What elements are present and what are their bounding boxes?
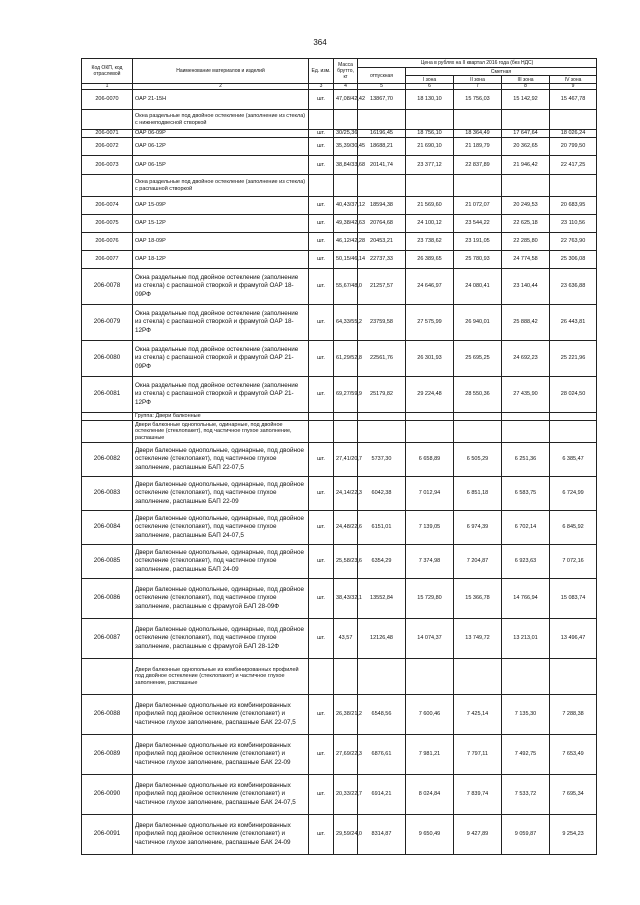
column-number: 6 — [406, 84, 454, 90]
table-row — [82, 775, 597, 815]
item-code: 206-0085 — [82, 545, 133, 579]
price-release: 21257,57 — [358, 269, 406, 305]
item-mass: 38,43/32,1 — [334, 579, 358, 619]
item-code: 206-0071 — [82, 130, 133, 138]
item-code: 206-0074 — [82, 197, 133, 215]
price-zone-2: 13 749,72 — [454, 619, 502, 659]
item-unit — [309, 659, 334, 695]
price-zone-1: 7 139,05 — [406, 511, 454, 545]
price-zone-2: 7 797,11 — [454, 735, 502, 775]
price-zone-3: 14 766,94 — [502, 579, 550, 619]
price-zone-2: 7 425,14 — [454, 695, 502, 735]
price-zone-1: 6 658,89 — [406, 443, 454, 477]
item-unit: шт. — [309, 377, 334, 413]
price-zone-1 — [406, 175, 454, 197]
price-zone-4 — [550, 659, 597, 695]
group-header-row — [82, 421, 597, 443]
item-unit: шт. — [309, 138, 334, 156]
item-unit: шт. — [309, 815, 334, 855]
price-zone-2: 7 204,87 — [454, 545, 502, 579]
price-zone-3: 21 946,42 — [502, 156, 550, 175]
column-number: 7 — [454, 84, 502, 90]
item-unit: шт. — [309, 197, 334, 215]
price-release: 6151,01 — [358, 511, 406, 545]
item-name: ОАР 06-12Р — [133, 138, 309, 156]
price-release: 13867,70 — [358, 90, 406, 110]
header-zone-4: IV зона — [550, 76, 597, 84]
item-name: Двери балконные однопольные, одинарные, под двойное остекление (стеклопакет), под частичное глухое заполнение, распашные с фрамугой БАП 28-12Ф — [133, 619, 309, 659]
price-zone-3: 27 435,90 — [502, 377, 550, 413]
price-release — [358, 110, 406, 130]
item-name: Окна раздельные под двойное остекление (заполнение из стекла) с распашной створкой и фрамугой ОАР 21-12РФ — [133, 377, 309, 413]
price-zone-2: 21 072,07 — [454, 197, 502, 215]
item-unit: шт. — [309, 695, 334, 735]
item-unit — [309, 421, 334, 443]
item-mass: 24,48/22,6 — [334, 511, 358, 545]
header-zone-2: II зона — [454, 76, 502, 84]
item-code: 206-0083 — [82, 477, 133, 511]
item-code: 206-0081 — [82, 377, 133, 413]
price-zone-1: 14 074,37 — [406, 619, 454, 659]
price-zone-3: 6 923,63 — [502, 545, 550, 579]
price-zone-4: 6 385,47 — [550, 443, 597, 477]
item-mass: 26,38/21,2 — [334, 695, 358, 735]
group-header-row — [82, 175, 597, 197]
item-unit — [309, 110, 334, 130]
item-unit: шт. — [309, 619, 334, 659]
table-header — [82, 59, 597, 84]
price-zone-3: 9 059,87 — [502, 815, 550, 855]
price-zone-1: 23 377,12 — [406, 156, 454, 175]
price-zone-1: 15 729,80 — [406, 579, 454, 619]
item-unit: шт. — [309, 269, 334, 305]
column-number: 5 — [358, 84, 406, 90]
price-zone-2 — [454, 421, 502, 443]
price-zone-3: 7 533,72 — [502, 775, 550, 815]
price-zone-4: 7 653,49 — [550, 735, 597, 775]
price-release: 6042,38 — [358, 477, 406, 511]
item-code: 206-0078 — [82, 269, 133, 305]
price-zone-1: 23 738,62 — [406, 233, 454, 251]
table-row — [82, 579, 597, 619]
item-mass: 61,29/52,8 — [334, 341, 358, 377]
item-name: ОАР 15-09Р — [133, 197, 309, 215]
item-mass: 25,58/23,6 — [334, 545, 358, 579]
item-code — [82, 659, 133, 695]
table-row — [82, 341, 597, 377]
price-zone-2: 22 837,89 — [454, 156, 502, 175]
item-unit: шт. — [309, 545, 334, 579]
item-name: Окна раздельные под двойное остекление (заполнение из стекла) с распашной створкой и фрамугой ОАР 18-12РФ — [133, 305, 309, 341]
price-zone-3: 22 625,18 — [502, 215, 550, 233]
item-mass — [334, 659, 358, 695]
item-name: Двери балконные однопольные, одинарные, под двойное остекление (стеклопакет), под частичное глухое заполнение, распашные с фрамугой БАП 28-09Ф — [133, 579, 309, 619]
price-zone-4: 22 763,90 — [550, 233, 597, 251]
table-body — [82, 84, 597, 855]
item-code: 206-0082 — [82, 443, 133, 477]
item-unit: шт. — [309, 735, 334, 775]
price-zone-2: 23 544,22 — [454, 215, 502, 233]
item-code: 206-0080 — [82, 341, 133, 377]
price-zone-3: 24 692,23 — [502, 341, 550, 377]
price-zone-4: 20 683,95 — [550, 197, 597, 215]
item-mass: 69,27/59,9 — [334, 377, 358, 413]
item-name: Двери балконные однопольные из комбинированных профилей под двойное остекление (стеклопакет) и частичное глухое заполнение, распашные БАК 24-09 — [133, 815, 309, 855]
item-mass: 64,33/55,2 — [334, 305, 358, 341]
table-row — [82, 305, 597, 341]
price-zone-3: 20 362,65 — [502, 138, 550, 156]
item-code: 206-0070 — [82, 90, 133, 110]
price-zone-2 — [454, 659, 502, 695]
item-mass: 29,59/24,0 — [334, 815, 358, 855]
price-release: 22737,33 — [358, 251, 406, 269]
item-name: Окна раздельные под двойное остекление (заполнение из стекла) с распашной створкой и фрамугой ОАР 18-09РФ — [133, 269, 309, 305]
item-code: 206-0087 — [82, 619, 133, 659]
price-zone-4: 28 024,50 — [550, 377, 597, 413]
price-release: 25179,82 — [358, 377, 406, 413]
group-header-row — [82, 659, 597, 695]
price-release — [358, 421, 406, 443]
column-number: 4 — [334, 84, 358, 90]
price-zone-1: 24 646,97 — [406, 269, 454, 305]
item-name: Двери балконные однопольные, одинарные, под двойное остекление (стеклопакет), под частичное глухое заполнение, распашные БАП 22-09 — [133, 477, 309, 511]
price-zone-2 — [454, 413, 502, 421]
price-zone-3: 13 213,01 — [502, 619, 550, 659]
item-unit: шт. — [309, 305, 334, 341]
item-mass: 30/25,36 — [334, 130, 358, 138]
price-zone-3 — [502, 175, 550, 197]
price-zone-4: 20 799,50 — [550, 138, 597, 156]
column-number: 3 — [309, 84, 334, 90]
item-unit — [309, 175, 334, 197]
item-mass: 40,43/37,12 — [334, 197, 358, 215]
price-zone-3: 15 142,92 — [502, 90, 550, 110]
price-zone-3: 7 135,30 — [502, 695, 550, 735]
price-release: 22561,76 — [358, 341, 406, 377]
price-release: 18594,38 — [358, 197, 406, 215]
price-zone-3 — [502, 421, 550, 443]
price-zone-2 — [454, 110, 502, 130]
item-mass — [334, 175, 358, 197]
column-number: 8 — [502, 84, 550, 90]
price-zone-2: 23 191,05 — [454, 233, 502, 251]
price-zone-4: 13 496,47 — [550, 619, 597, 659]
price-zone-2: 28 550,36 — [454, 377, 502, 413]
item-name: ОАР 18-12Р — [133, 251, 309, 269]
table-row — [82, 619, 597, 659]
item-unit: шт. — [309, 251, 334, 269]
price-zone-1: 21 569,60 — [406, 197, 454, 215]
item-code — [82, 421, 133, 443]
price-zone-3: 20 249,53 — [502, 197, 550, 215]
price-zone-2 — [454, 175, 502, 197]
item-name: Двери балконные однопольные, одинарные, под двойное остекление (стеклопакет), под частичное глухое заполнение, распашные БАП 22-07,5 — [133, 443, 309, 477]
item-unit: шт. — [309, 477, 334, 511]
item-code: 206-0073 — [82, 156, 133, 175]
price-release: 6354,29 — [358, 545, 406, 579]
price-zone-4: 15 083,74 — [550, 579, 597, 619]
header-zone-3: III зона — [502, 76, 550, 84]
item-mass: 49,38/42,63 — [334, 215, 358, 233]
item-mass: 35,39/30,45 — [334, 138, 358, 156]
item-name: Двери балконные однопольные, одинарные, под двойное остекление (стеклопакет), под частичное глухое заполнение, распашные БАП 24-09 — [133, 545, 309, 579]
header-code: Код ОКП, код отраслевой — [82, 59, 133, 84]
item-code: 206-0088 — [82, 695, 133, 735]
item-code: 206-0084 — [82, 511, 133, 545]
price-zone-3 — [502, 413, 550, 421]
table-row — [82, 138, 597, 156]
item-name: Окна раздельные под двойное остекление (заполнение из стекла) с нижнеподвесной створкой — [133, 110, 309, 130]
item-unit: шт. — [309, 775, 334, 815]
table-row — [82, 90, 597, 110]
price-zone-4: 9 254,23 — [550, 815, 597, 855]
price-zone-4: 6 724,99 — [550, 477, 597, 511]
item-name: Двери балконные однопольные из комбинированных профилей под двойное остекление (стеклопакет) и частичное глухое заполнение, распашные БАК 22-07,5 — [133, 695, 309, 735]
page-number: 364 — [313, 38, 327, 47]
price-zone-1: 27 575,99 — [406, 305, 454, 341]
item-unit: шт. — [309, 156, 334, 175]
table-row — [82, 215, 597, 233]
price-zone-2: 15 756,03 — [454, 90, 502, 110]
price-zone-2: 25 780,93 — [454, 251, 502, 269]
item-name: Окна раздельные под двойное остекление (заполнение из стекла) с распашной створкой и фрамугой ОАР 21-09РФ — [133, 341, 309, 377]
item-mass: 43,57 — [334, 619, 358, 659]
item-mass: 46,12/42,28 — [334, 233, 358, 251]
price-zone-4: 18 026,24 — [550, 130, 597, 138]
item-name: ОАР 21-15Н — [133, 90, 309, 110]
price-release: 8314,87 — [358, 815, 406, 855]
price-zone-1: 9 650,49 — [406, 815, 454, 855]
table-row — [82, 545, 597, 579]
item-code — [82, 413, 133, 421]
price-zone-4 — [550, 110, 597, 130]
price-zone-2: 25 695,25 — [454, 341, 502, 377]
table-row — [82, 443, 597, 477]
item-mass: 27,41/20,7 — [334, 443, 358, 477]
item-code: 206-0086 — [82, 579, 133, 619]
price-zone-3 — [502, 659, 550, 695]
item-unit: шт. — [309, 233, 334, 251]
price-release — [358, 413, 406, 421]
column-number: 2 — [133, 84, 309, 90]
header-release: отпускная — [358, 68, 406, 84]
item-name: ОАР 06-09Р — [133, 130, 309, 138]
price-zone-2: 6 851,18 — [454, 477, 502, 511]
price-zone-4 — [550, 413, 597, 421]
price-zone-2: 18 364,49 — [454, 130, 502, 138]
item-mass: 27,69/22,3 — [334, 735, 358, 775]
price-zone-2: 26 940,01 — [454, 305, 502, 341]
table-row — [82, 511, 597, 545]
header-mass: Масса брутто, кг — [334, 59, 358, 84]
table-row — [82, 233, 597, 251]
price-zone-2: 9 427,89 — [454, 815, 502, 855]
item-name: ОАР 18-09Р — [133, 233, 309, 251]
price-zone-1: 18 130,10 — [406, 90, 454, 110]
price-release: 6876,61 — [358, 735, 406, 775]
price-zone-4: 25 221,96 — [550, 341, 597, 377]
item-unit: шт. — [309, 443, 334, 477]
table-row — [82, 695, 597, 735]
table-row — [82, 269, 597, 305]
price-zone-3: 25 888,42 — [502, 305, 550, 341]
price-zone-1: 26 301,93 — [406, 341, 454, 377]
item-mass: 50,15/46,14 — [334, 251, 358, 269]
price-zone-3: 6 583,75 — [502, 477, 550, 511]
item-unit: шт. — [309, 90, 334, 110]
price-release: 6548,56 — [358, 695, 406, 735]
price-zone-4: 26 443,81 — [550, 305, 597, 341]
group-header-row — [82, 413, 597, 421]
price-zone-4: 6 845,92 — [550, 511, 597, 545]
price-zone-2: 21 189,79 — [454, 138, 502, 156]
item-mass: 20,33/22,7 — [334, 775, 358, 815]
header-estimate: Сметная — [406, 68, 597, 76]
item-name: Окна раздельные под двойное остекление (заполнение из стекла) с распашной створкой — [133, 175, 309, 197]
item-name: Группа: Двери балконные — [133, 413, 309, 421]
price-zone-2: 24 080,41 — [454, 269, 502, 305]
item-unit: шт. — [309, 215, 334, 233]
table-row — [82, 815, 597, 855]
price-zone-1: 21 690,10 — [406, 138, 454, 156]
table-row — [82, 735, 597, 775]
price-zone-1: 24 100,12 — [406, 215, 454, 233]
price-zone-4: 22 417,25 — [550, 156, 597, 175]
price-release: 12126,48 — [358, 619, 406, 659]
price-zone-1: 7 981,21 — [406, 735, 454, 775]
price-release — [358, 659, 406, 695]
price-zone-2: 6 505,29 — [454, 443, 502, 477]
column-number: 9 — [550, 84, 597, 90]
price-table — [81, 58, 597, 855]
item-name: Двери балконные однопольные, одинарные, под двойное остекление (стеклопакет), под частичное глухое заполнение, распашные — [133, 421, 309, 443]
price-zone-3: 24 774,58 — [502, 251, 550, 269]
price-zone-1: 7 600,46 — [406, 695, 454, 735]
price-zone-4: 23 110,56 — [550, 215, 597, 233]
price-release: 6914,21 — [358, 775, 406, 815]
item-name: ОАР 06-15Р — [133, 156, 309, 175]
price-zone-1: 18 756,10 — [406, 130, 454, 138]
item-code: 206-0077 — [82, 251, 133, 269]
price-release: 20453,21 — [358, 233, 406, 251]
item-mass: 24,14/22,3 — [334, 477, 358, 511]
price-zone-4 — [550, 421, 597, 443]
price-release: 18688,21 — [358, 138, 406, 156]
item-unit — [309, 413, 334, 421]
price-zone-2: 7 839,74 — [454, 775, 502, 815]
header-unit: Ед. изм. — [309, 59, 334, 84]
price-zone-4: 7 288,38 — [550, 695, 597, 735]
price-zone-1: 8 024,84 — [406, 775, 454, 815]
price-zone-2: 6 974,39 — [454, 511, 502, 545]
price-zone-1: 26 389,65 — [406, 251, 454, 269]
price-release: 13552,84 — [358, 579, 406, 619]
item-unit: шт. — [309, 511, 334, 545]
price-zone-3: 23 140,44 — [502, 269, 550, 305]
price-zone-1 — [406, 413, 454, 421]
price-release: 20141,74 — [358, 156, 406, 175]
item-code: 206-0075 — [82, 215, 133, 233]
item-code — [82, 110, 133, 130]
price-zone-4: 23 636,88 — [550, 269, 597, 305]
header-zone-1: I зона — [406, 76, 454, 84]
price-zone-4: 25 306,08 — [550, 251, 597, 269]
group-header-row — [82, 110, 597, 130]
item-name: Двери балконные однопольные, одинарные, под двойное остекление (стеклопакет), под частичное глухое заполнение, распашные БАП 24-07,5 — [133, 511, 309, 545]
item-name: Двери балконные однопольные из комбинированных профилей под двойное остекление (стеклопакет) и частичное глухое заполнение, распашные БАК 24-07,5 — [133, 775, 309, 815]
price-release: 16196,45 — [358, 130, 406, 138]
item-code: 206-0090 — [82, 775, 133, 815]
item-mass — [334, 413, 358, 421]
item-unit: шт. — [309, 579, 334, 619]
item-mass: 47,08/42,42 — [334, 90, 358, 110]
price-release: 23759,58 — [358, 305, 406, 341]
header-name: Наименование материалов и изделий — [133, 59, 309, 84]
item-unit: шт. — [309, 341, 334, 377]
table-row — [82, 377, 597, 413]
price-zone-3: 7 492,75 — [502, 735, 550, 775]
column-number: 1 — [82, 84, 133, 90]
price-zone-3: 17 647,64 — [502, 130, 550, 138]
item-code: 206-0076 — [82, 233, 133, 251]
item-mass — [334, 421, 358, 443]
price-zone-3: 6 251,36 — [502, 443, 550, 477]
item-code: 206-0089 — [82, 735, 133, 775]
price-zone-3: 22 285,80 — [502, 233, 550, 251]
price-release — [358, 175, 406, 197]
price-zone-1: 7 012,94 — [406, 477, 454, 511]
item-unit: шт. — [309, 130, 334, 138]
price-zone-4: 7 072,16 — [550, 545, 597, 579]
item-mass: 38,84/33,68 — [334, 156, 358, 175]
item-name: ОАР 15-12Р — [133, 215, 309, 233]
price-zone-1 — [406, 421, 454, 443]
price-zone-1: 7 374,98 — [406, 545, 454, 579]
item-code: 206-0072 — [82, 138, 133, 156]
item-mass — [334, 110, 358, 130]
item-code — [82, 175, 133, 197]
price-zone-3: 6 702,14 — [502, 511, 550, 545]
item-mass: 55,67/48,0 — [334, 269, 358, 305]
price-zone-4 — [550, 175, 597, 197]
price-zone-1 — [406, 110, 454, 130]
price-zone-1: 29 224,48 — [406, 377, 454, 413]
price-zone-3 — [502, 110, 550, 130]
table-row — [82, 477, 597, 511]
price-release: 20764,68 — [358, 215, 406, 233]
price-release: 5737,30 — [358, 443, 406, 477]
item-code: 206-0079 — [82, 305, 133, 341]
price-zone-2: 15 366,78 — [454, 579, 502, 619]
item-name: Двери балконные однопольные из комбинированных профилей под двойное остекление (стеклопакет) и частичное глухое заполнение, распашные — [133, 659, 309, 695]
table-row — [82, 251, 597, 269]
table-row — [82, 197, 597, 215]
price-zone-4: 15 467,78 — [550, 90, 597, 110]
item-name: Двери балконные однопольные из комбинированных профилей под двойное остекление (стеклопакет) и частичное глухое заполнение, распашные БАК 22-09 — [133, 735, 309, 775]
price-zone-4: 7 695,34 — [550, 775, 597, 815]
price-zone-1 — [406, 659, 454, 695]
table-row — [82, 130, 597, 138]
header-prices: Цена в рублях на II квартал 2016 года (без НДС) — [358, 59, 597, 68]
item-code: 206-0091 — [82, 815, 133, 855]
table-row — [82, 156, 597, 175]
